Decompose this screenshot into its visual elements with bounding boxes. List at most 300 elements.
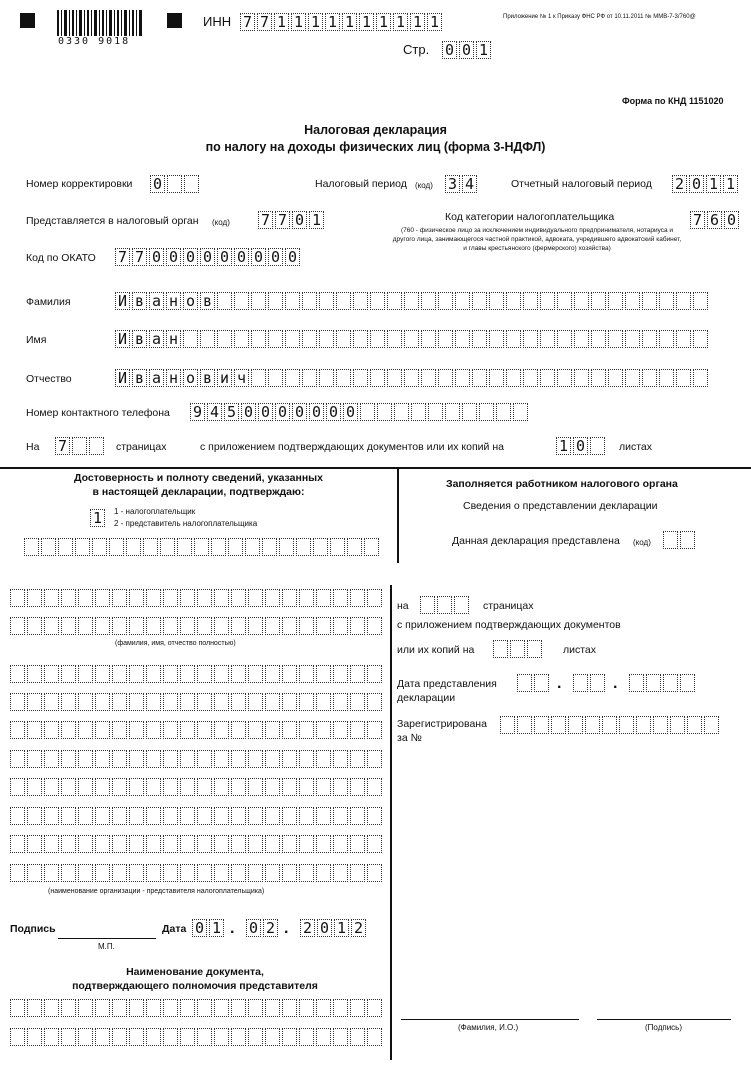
char-cell[interactable] (180, 999, 195, 1017)
char-cell[interactable] (126, 538, 141, 556)
char-cell[interactable] (27, 807, 42, 825)
char-cell[interactable]: 0 (442, 41, 457, 59)
char-cell[interactable] (231, 589, 246, 607)
char-cell[interactable] (489, 292, 504, 310)
char-cell[interactable] (61, 693, 76, 711)
char-cell[interactable] (61, 835, 76, 853)
name-cells[interactable] (115, 330, 710, 350)
char-cell[interactable]: 7 (257, 13, 272, 31)
char-cell[interactable] (438, 330, 453, 348)
char-cell[interactable] (333, 835, 348, 853)
char-cell[interactable] (78, 589, 93, 607)
char-cell[interactable] (248, 1028, 263, 1046)
char-cell[interactable] (302, 292, 317, 310)
char-cell[interactable] (299, 1028, 314, 1046)
char-cell[interactable] (299, 835, 314, 853)
char-cell[interactable] (146, 721, 161, 739)
char-cell[interactable] (493, 640, 508, 658)
char-cell[interactable] (44, 693, 59, 711)
char-cell[interactable]: 1 (209, 919, 224, 937)
char-cell[interactable]: 1 (325, 13, 340, 31)
char-cell[interactable] (214, 835, 229, 853)
char-cell[interactable] (95, 693, 110, 711)
char-cell[interactable] (299, 589, 314, 607)
char-cell[interactable] (143, 538, 158, 556)
char-cell[interactable] (659, 330, 674, 348)
char-cell[interactable] (214, 665, 229, 683)
char-cell[interactable] (282, 864, 297, 882)
char-cell[interactable]: И (115, 330, 130, 348)
char-cell[interactable] (112, 589, 127, 607)
char-cell[interactable] (350, 1028, 365, 1046)
date-year-cells[interactable] (300, 919, 368, 939)
char-cell[interactable] (590, 437, 605, 455)
char-cell[interactable] (676, 369, 691, 387)
char-cell[interactable] (299, 807, 314, 825)
char-cell[interactable] (180, 665, 195, 683)
date-month-cells[interactable] (246, 919, 280, 939)
char-cell[interactable] (299, 864, 314, 882)
char-cell[interactable] (180, 693, 195, 711)
char-cell[interactable] (268, 330, 283, 348)
char-cell[interactable] (591, 369, 606, 387)
char-cell[interactable] (394, 403, 409, 421)
char-cell[interactable] (214, 617, 229, 635)
char-cell[interactable] (231, 778, 246, 796)
char-cell[interactable] (146, 617, 161, 635)
char-cell[interactable] (27, 665, 42, 683)
char-cell[interactable]: 0 (166, 248, 181, 266)
report-year-cells[interactable] (672, 175, 740, 195)
char-cell[interactable] (319, 369, 334, 387)
char-cell[interactable] (517, 716, 532, 734)
char-cell[interactable]: 9 (190, 403, 205, 421)
char-cell[interactable] (231, 807, 246, 825)
char-cell[interactable] (27, 1028, 42, 1046)
confirm-code-cells[interactable] (90, 509, 107, 529)
char-cell[interactable] (146, 665, 161, 683)
org-row-8[interactable] (10, 864, 384, 884)
char-cell[interactable]: а (149, 330, 164, 348)
char-cell[interactable] (251, 330, 266, 348)
char-cell[interactable]: 0 (200, 248, 215, 266)
char-cell[interactable] (350, 999, 365, 1017)
char-cell[interactable] (367, 807, 382, 825)
char-cell[interactable] (540, 369, 555, 387)
char-cell[interactable] (41, 538, 56, 556)
char-cell[interactable] (61, 999, 76, 1017)
char-cell[interactable] (510, 640, 525, 658)
char-cell[interactable] (472, 330, 487, 348)
char-cell[interactable] (574, 330, 589, 348)
char-cell[interactable] (146, 750, 161, 768)
char-cell[interactable] (44, 864, 59, 882)
char-cell[interactable]: 0 (292, 211, 307, 229)
char-cell[interactable] (44, 589, 59, 607)
char-cell[interactable] (129, 864, 144, 882)
char-cell[interactable]: И (115, 369, 130, 387)
char-cell[interactable] (197, 617, 212, 635)
char-cell[interactable] (574, 369, 589, 387)
char-cell[interactable] (10, 1028, 25, 1046)
char-cell[interactable] (659, 292, 674, 310)
char-cell[interactable] (540, 330, 555, 348)
char-cell[interactable]: 4 (462, 175, 477, 193)
char-cell[interactable] (231, 999, 246, 1017)
char-cell[interactable]: ч (234, 369, 249, 387)
char-cell[interactable] (180, 807, 195, 825)
signer-cells[interactable] (24, 538, 381, 558)
char-cell[interactable]: 1 (476, 41, 491, 59)
char-cell[interactable] (95, 617, 110, 635)
char-cell[interactable] (282, 665, 297, 683)
char-cell[interactable] (197, 835, 212, 853)
authority-cells[interactable] (258, 211, 326, 231)
char-cell[interactable] (112, 999, 127, 1017)
char-cell[interactable] (112, 693, 127, 711)
char-cell[interactable]: 2 (300, 919, 315, 937)
char-cell[interactable]: 1 (376, 13, 391, 31)
char-cell[interactable]: 1 (393, 13, 408, 31)
char-cell[interactable] (180, 589, 195, 607)
char-cell[interactable] (619, 716, 634, 734)
char-cell[interactable] (78, 1028, 93, 1046)
char-cell[interactable] (336, 330, 351, 348)
char-cell[interactable] (333, 1028, 348, 1046)
char-cell[interactable] (112, 721, 127, 739)
char-cell[interactable]: 0 (573, 437, 588, 455)
char-cell[interactable] (336, 369, 351, 387)
char-cell[interactable] (534, 716, 549, 734)
char-cell[interactable]: 0 (149, 248, 164, 266)
char-cell[interactable] (44, 999, 59, 1017)
char-cell[interactable]: о (183, 369, 198, 387)
char-cell[interactable] (10, 589, 25, 607)
char-cell[interactable]: 7 (240, 13, 255, 31)
char-cell[interactable] (61, 778, 76, 796)
char-cell[interactable] (316, 693, 331, 711)
char-cell[interactable] (265, 721, 280, 739)
char-cell[interactable] (112, 617, 127, 635)
char-cell[interactable] (251, 369, 266, 387)
char-cell[interactable] (285, 292, 300, 310)
char-cell[interactable] (197, 778, 212, 796)
char-cell[interactable] (78, 750, 93, 768)
char-cell[interactable] (438, 292, 453, 310)
char-cell[interactable] (316, 807, 331, 825)
char-cell[interactable] (367, 999, 382, 1017)
char-cell[interactable] (197, 807, 212, 825)
char-cell[interactable] (350, 778, 365, 796)
char-cell[interactable]: 7 (115, 248, 130, 266)
submit-day-cells[interactable] (517, 674, 551, 694)
char-cell[interactable] (129, 665, 144, 683)
char-cell[interactable] (95, 589, 110, 607)
char-cell[interactable] (78, 617, 93, 635)
char-cell[interactable]: 7 (258, 211, 273, 229)
char-cell[interactable] (248, 721, 263, 739)
char-cell[interactable] (265, 665, 280, 683)
char-cell[interactable] (642, 330, 657, 348)
char-cell[interactable] (591, 330, 606, 348)
char-cell[interactable] (146, 807, 161, 825)
char-cell[interactable] (197, 1028, 212, 1046)
char-cell[interactable] (540, 292, 555, 310)
char-cell[interactable] (163, 617, 178, 635)
char-cell[interactable] (129, 617, 144, 635)
char-cell[interactable] (95, 665, 110, 683)
char-cell[interactable] (333, 864, 348, 882)
char-cell[interactable] (95, 750, 110, 768)
char-cell[interactable] (27, 864, 42, 882)
char-cell[interactable] (234, 330, 249, 348)
char-cell[interactable] (265, 835, 280, 853)
char-cell[interactable]: 0 (268, 248, 283, 266)
char-cell[interactable]: в (132, 369, 147, 387)
char-cell[interactable] (370, 292, 385, 310)
char-cell[interactable] (316, 750, 331, 768)
char-cell[interactable] (282, 778, 297, 796)
char-cell[interactable] (316, 1028, 331, 1046)
char-cell[interactable]: о (183, 292, 198, 310)
char-cell[interactable] (231, 693, 246, 711)
char-cell[interactable] (95, 778, 110, 796)
char-cell[interactable] (350, 693, 365, 711)
char-cell[interactable] (421, 292, 436, 310)
char-cell[interactable] (333, 617, 348, 635)
char-cell[interactable]: 7 (275, 211, 290, 229)
char-cell[interactable] (367, 721, 382, 739)
char-cell[interactable] (10, 665, 25, 683)
char-cell[interactable] (421, 330, 436, 348)
char-cell[interactable]: 0 (724, 211, 739, 229)
char-cell[interactable] (78, 807, 93, 825)
char-cell[interactable]: 5 (224, 403, 239, 421)
char-cell[interactable] (248, 693, 263, 711)
char-cell[interactable]: 0 (317, 919, 332, 937)
char-cell[interactable] (445, 403, 460, 421)
char-cell[interactable] (146, 693, 161, 711)
char-cell[interactable]: 1 (706, 175, 721, 193)
char-cell[interactable] (72, 437, 87, 455)
char-cell[interactable] (197, 750, 212, 768)
char-cell[interactable] (282, 835, 297, 853)
char-cell[interactable] (590, 674, 605, 692)
char-cell[interactable] (265, 864, 280, 882)
char-cell[interactable]: И (115, 292, 130, 310)
char-cell[interactable]: 0 (150, 175, 165, 193)
char-cell[interactable] (557, 292, 572, 310)
char-cell[interactable] (160, 538, 175, 556)
char-cell[interactable] (585, 716, 600, 734)
char-cell[interactable] (95, 999, 110, 1017)
char-cell[interactable] (78, 778, 93, 796)
phone-cells[interactable] (190, 403, 530, 423)
char-cell[interactable] (496, 403, 511, 421)
char-cell[interactable] (10, 835, 25, 853)
char-cell[interactable] (364, 538, 379, 556)
char-cell[interactable] (506, 369, 521, 387)
char-cell[interactable] (61, 665, 76, 683)
char-cell[interactable]: и (217, 369, 232, 387)
office-sign-line[interactable] (597, 1019, 731, 1020)
okato-cells[interactable] (115, 248, 302, 268)
char-cell[interactable]: а (149, 369, 164, 387)
char-cell[interactable]: 1 (291, 13, 306, 31)
char-cell[interactable] (265, 750, 280, 768)
char-cell[interactable] (265, 807, 280, 825)
char-cell[interactable] (693, 292, 708, 310)
char-cell[interactable]: 1 (274, 13, 289, 31)
char-cell[interactable] (608, 292, 623, 310)
char-cell[interactable] (367, 617, 382, 635)
char-cell[interactable] (27, 721, 42, 739)
char-cell[interactable] (680, 531, 695, 549)
char-cell[interactable] (44, 750, 59, 768)
char-cell[interactable]: 0 (183, 248, 198, 266)
char-cell[interactable] (248, 864, 263, 882)
right-pages-cells[interactable] (420, 596, 471, 616)
char-cell[interactable] (299, 778, 314, 796)
char-cell[interactable] (146, 778, 161, 796)
char-cell[interactable] (61, 721, 76, 739)
char-cell[interactable]: 0 (275, 403, 290, 421)
char-cell[interactable] (659, 369, 674, 387)
patronymic-cells[interactable] (115, 369, 710, 389)
char-cell[interactable] (472, 292, 487, 310)
char-cell[interactable] (231, 750, 246, 768)
char-cell[interactable] (27, 589, 42, 607)
submit-year-cells[interactable] (629, 674, 697, 694)
char-cell[interactable] (180, 617, 195, 635)
char-cell[interactable] (129, 807, 144, 825)
char-cell[interactable] (146, 864, 161, 882)
char-cell[interactable] (163, 750, 178, 768)
char-cell[interactable] (489, 330, 504, 348)
fio-row-1[interactable] (10, 589, 384, 609)
char-cell[interactable] (234, 292, 249, 310)
char-cell[interactable] (350, 665, 365, 683)
char-cell[interactable]: 1 (342, 13, 357, 31)
char-cell[interactable] (506, 292, 521, 310)
char-cell[interactable] (608, 369, 623, 387)
char-cell[interactable] (112, 864, 127, 882)
char-cell[interactable] (513, 403, 528, 421)
char-cell[interactable]: 1 (359, 13, 374, 31)
char-cell[interactable] (180, 1028, 195, 1046)
char-cell[interactable] (551, 716, 566, 734)
char-cell[interactable] (472, 369, 487, 387)
char-cell[interactable] (10, 750, 25, 768)
char-cell[interactable] (44, 835, 59, 853)
char-cell[interactable] (333, 750, 348, 768)
char-cell[interactable] (316, 721, 331, 739)
char-cell[interactable] (214, 864, 229, 882)
char-cell[interactable] (197, 693, 212, 711)
char-cell[interactable] (217, 292, 232, 310)
char-cell[interactable] (282, 1028, 297, 1046)
char-cell[interactable] (333, 999, 348, 1017)
char-cell[interactable] (214, 721, 229, 739)
char-cell[interactable]: 4 (207, 403, 222, 421)
char-cell[interactable] (231, 617, 246, 635)
char-cell[interactable]: 1 (309, 211, 324, 229)
char-cell[interactable]: 0 (234, 248, 249, 266)
char-cell[interactable]: 1 (427, 13, 442, 31)
char-cell[interactable]: 2 (351, 919, 366, 937)
char-cell[interactable] (245, 538, 260, 556)
char-cell[interactable] (248, 778, 263, 796)
char-cell[interactable]: 0 (246, 919, 261, 937)
char-cell[interactable] (693, 369, 708, 387)
char-cell[interactable] (350, 589, 365, 607)
char-cell[interactable] (200, 330, 215, 348)
char-cell[interactable] (646, 674, 661, 692)
char-cell[interactable]: 3 (445, 175, 460, 193)
char-cell[interactable] (129, 999, 144, 1017)
sheets-cells[interactable] (556, 437, 607, 457)
char-cell[interactable] (523, 369, 538, 387)
fio-row-2[interactable] (10, 617, 384, 637)
char-cell[interactable] (217, 330, 232, 348)
char-cell[interactable] (313, 538, 328, 556)
char-cell[interactable] (163, 999, 178, 1017)
doc-row-2[interactable] (10, 1028, 384, 1048)
char-cell[interactable] (455, 292, 470, 310)
char-cell[interactable] (61, 617, 76, 635)
char-cell[interactable] (129, 778, 144, 796)
char-cell[interactable] (350, 750, 365, 768)
char-cell[interactable] (44, 721, 59, 739)
org-row-2[interactable] (10, 693, 384, 713)
char-cell[interactable] (404, 292, 419, 310)
char-cell[interactable]: 0 (217, 248, 232, 266)
char-cell[interactable]: 1 (334, 919, 349, 937)
char-cell[interactable] (214, 807, 229, 825)
char-cell[interactable] (404, 330, 419, 348)
char-cell[interactable] (228, 538, 243, 556)
char-cell[interactable] (211, 538, 226, 556)
char-cell[interactable] (10, 778, 25, 796)
char-cell[interactable] (44, 778, 59, 796)
org-row-1[interactable] (10, 665, 384, 685)
char-cell[interactable] (27, 750, 42, 768)
char-cell[interactable]: 0 (343, 403, 358, 421)
char-cell[interactable] (282, 589, 297, 607)
char-cell[interactable] (265, 999, 280, 1017)
char-cell[interactable] (353, 330, 368, 348)
char-cell[interactable] (27, 617, 42, 635)
char-cell[interactable] (265, 778, 280, 796)
char-cell[interactable] (265, 693, 280, 711)
char-cell[interactable] (265, 1028, 280, 1046)
char-cell[interactable] (438, 369, 453, 387)
char-cell[interactable] (353, 369, 368, 387)
char-cell[interactable] (279, 538, 294, 556)
correction-cells[interactable] (150, 175, 201, 195)
char-cell[interactable] (95, 835, 110, 853)
char-cell[interactable] (573, 674, 588, 692)
char-cell[interactable] (316, 778, 331, 796)
char-cell[interactable] (180, 778, 195, 796)
char-cell[interactable] (75, 538, 90, 556)
char-cell[interactable]: 0 (241, 403, 256, 421)
char-cell[interactable] (347, 538, 362, 556)
char-cell[interactable] (404, 369, 419, 387)
char-cell[interactable] (591, 292, 606, 310)
char-cell[interactable] (10, 693, 25, 711)
char-cell[interactable] (163, 835, 178, 853)
